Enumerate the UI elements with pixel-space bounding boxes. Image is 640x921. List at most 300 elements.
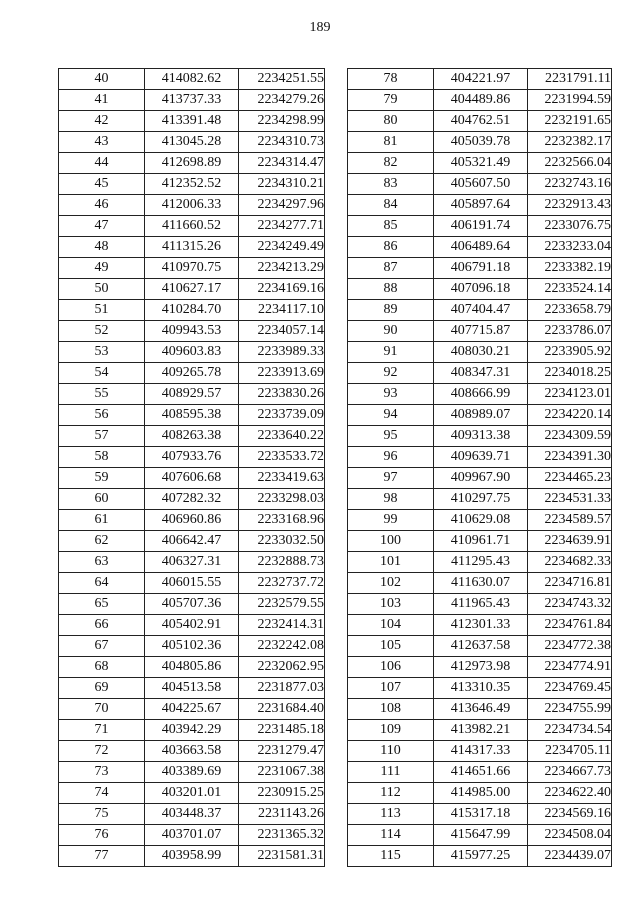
point-number-cell: 53 <box>59 342 145 363</box>
y-coordinate-cell: 2234667.73 <box>528 762 612 783</box>
table-row <box>348 321 612 342</box>
table-row <box>59 846 325 867</box>
y-coordinate-cell: 2232382.17 <box>528 132 612 153</box>
table-row <box>348 825 612 846</box>
table-row <box>59 699 325 720</box>
x-coordinate-cell: 403663.58 <box>145 741 239 762</box>
table-row <box>348 573 612 594</box>
table-row <box>59 342 325 363</box>
table-row <box>348 552 612 573</box>
x-coordinate-cell: 404805.86 <box>145 657 239 678</box>
x-coordinate-cell: 405607.50 <box>434 174 528 195</box>
x-coordinate-cell: 409603.83 <box>145 342 239 363</box>
point-number-cell: 60 <box>59 489 145 510</box>
point-number-cell: 47 <box>59 216 145 237</box>
point-number-cell: 66 <box>59 615 145 636</box>
table-row <box>348 342 612 363</box>
point-number-cell: 110 <box>348 741 434 762</box>
x-coordinate-cell: 415647.99 <box>434 825 528 846</box>
point-number-cell: 90 <box>348 321 434 342</box>
point-number-cell: 92 <box>348 363 434 384</box>
x-coordinate-cell: 410297.75 <box>434 489 528 510</box>
point-number-cell: 89 <box>348 300 434 321</box>
point-number-cell: 57 <box>59 426 145 447</box>
page-number: 189 <box>309 20 331 35</box>
point-number-cell: 73 <box>59 762 145 783</box>
y-coordinate-cell: 2234279.26 <box>239 90 325 111</box>
table-row <box>59 804 325 825</box>
x-coordinate-cell: 411630.07 <box>434 573 528 594</box>
y-coordinate-cell: 2232242.08 <box>239 636 325 657</box>
point-number-cell: 104 <box>348 615 434 636</box>
point-number-cell: 112 <box>348 783 434 804</box>
point-number-cell: 99 <box>348 510 434 531</box>
table-row <box>348 153 612 174</box>
x-coordinate-cell: 413391.48 <box>145 111 239 132</box>
coordinates-table-body <box>348 69 612 867</box>
x-coordinate-cell: 414651.66 <box>434 762 528 783</box>
table-row <box>348 846 612 867</box>
table-row <box>348 741 612 762</box>
point-number-cell: 67 <box>59 636 145 657</box>
point-number-cell: 64 <box>59 573 145 594</box>
table-row <box>348 447 612 468</box>
table-row <box>348 510 612 531</box>
y-coordinate-cell: 2234682.33 <box>528 552 612 573</box>
x-coordinate-cell: 412006.33 <box>145 195 239 216</box>
point-number-cell: 79 <box>348 90 434 111</box>
table-row <box>59 783 325 804</box>
x-coordinate-cell: 408666.99 <box>434 384 528 405</box>
table-row <box>348 90 612 111</box>
point-number-cell: 55 <box>59 384 145 405</box>
y-coordinate-cell: 2232888.73 <box>239 552 325 573</box>
x-coordinate-cell: 413982.21 <box>434 720 528 741</box>
x-coordinate-cell: 405321.49 <box>434 153 528 174</box>
y-coordinate-cell: 2234277.71 <box>239 216 325 237</box>
y-coordinate-cell: 2234508.04 <box>528 825 612 846</box>
table-row <box>348 594 612 615</box>
point-number-cell: 114 <box>348 825 434 846</box>
y-coordinate-cell: 2232913.43 <box>528 195 612 216</box>
point-number-cell: 63 <box>59 552 145 573</box>
point-number-cell: 96 <box>348 447 434 468</box>
x-coordinate-cell: 412698.89 <box>145 153 239 174</box>
table-row <box>59 468 325 489</box>
point-number-cell: 87 <box>348 258 434 279</box>
table-row <box>59 384 325 405</box>
y-coordinate-cell: 2231877.03 <box>239 678 325 699</box>
x-coordinate-cell: 408989.07 <box>434 405 528 426</box>
y-coordinate-cell: 2234755.99 <box>528 699 612 720</box>
y-coordinate-cell: 2231143.26 <box>239 804 325 825</box>
point-number-cell: 76 <box>59 825 145 846</box>
x-coordinate-cell: 406015.55 <box>145 573 239 594</box>
x-coordinate-cell: 412352.52 <box>145 174 239 195</box>
table-row <box>59 195 325 216</box>
point-number-cell: 80 <box>348 111 434 132</box>
point-number-cell: 94 <box>348 405 434 426</box>
y-coordinate-cell: 2233032.50 <box>239 531 325 552</box>
table-row <box>59 489 325 510</box>
table-row <box>348 720 612 741</box>
point-number-cell: 115 <box>348 846 434 867</box>
y-coordinate-cell: 2234314.47 <box>239 153 325 174</box>
x-coordinate-cell: 412301.33 <box>434 615 528 636</box>
point-number-cell: 91 <box>348 342 434 363</box>
table-row <box>348 657 612 678</box>
point-number-cell: 102 <box>348 573 434 594</box>
x-coordinate-cell: 403389.69 <box>145 762 239 783</box>
y-coordinate-cell: 2234774.91 <box>528 657 612 678</box>
table-row <box>59 678 325 699</box>
y-coordinate-cell: 2231684.40 <box>239 699 325 720</box>
x-coordinate-cell: 406489.64 <box>434 237 528 258</box>
y-coordinate-cell: 2232414.31 <box>239 615 325 636</box>
y-coordinate-cell: 2232743.16 <box>528 174 612 195</box>
y-coordinate-cell: 2233298.03 <box>239 489 325 510</box>
point-number-cell: 68 <box>59 657 145 678</box>
x-coordinate-cell: 405039.78 <box>434 132 528 153</box>
y-coordinate-cell: 2231485.18 <box>239 720 325 741</box>
x-coordinate-cell: 406642.47 <box>145 531 239 552</box>
y-coordinate-cell: 2234705.11 <box>528 741 612 762</box>
table-row <box>59 531 325 552</box>
y-coordinate-cell: 2234622.40 <box>528 783 612 804</box>
point-number-cell: 75 <box>59 804 145 825</box>
y-coordinate-cell: 2233640.22 <box>239 426 325 447</box>
y-coordinate-cell: 2232737.72 <box>239 573 325 594</box>
point-number-cell: 69 <box>59 678 145 699</box>
point-number-cell: 59 <box>59 468 145 489</box>
x-coordinate-cell: 408929.57 <box>145 384 239 405</box>
table-row <box>59 594 325 615</box>
point-number-cell: 101 <box>348 552 434 573</box>
point-number-cell: 108 <box>348 699 434 720</box>
point-number-cell: 105 <box>348 636 434 657</box>
x-coordinate-cell: 408263.38 <box>145 426 239 447</box>
x-coordinate-cell: 414082.62 <box>145 69 239 90</box>
y-coordinate-cell: 2233524.14 <box>528 279 612 300</box>
point-number-cell: 93 <box>348 384 434 405</box>
x-coordinate-cell: 411965.43 <box>434 594 528 615</box>
y-coordinate-cell: 2234465.23 <box>528 468 612 489</box>
point-number-cell: 78 <box>348 69 434 90</box>
point-number-cell: 58 <box>59 447 145 468</box>
x-coordinate-cell: 413045.28 <box>145 132 239 153</box>
table-row <box>59 111 325 132</box>
table-row <box>59 279 325 300</box>
x-coordinate-cell: 406191.74 <box>434 216 528 237</box>
x-coordinate-cell: 407096.18 <box>434 279 528 300</box>
x-coordinate-cell: 405897.64 <box>434 195 528 216</box>
x-coordinate-cell: 409265.78 <box>145 363 239 384</box>
x-coordinate-cell: 407404.47 <box>434 300 528 321</box>
table-row <box>348 678 612 699</box>
point-number-cell: 42 <box>59 111 145 132</box>
table-row <box>348 531 612 552</box>
point-number-cell: 45 <box>59 174 145 195</box>
y-coordinate-cell: 2233233.04 <box>528 237 612 258</box>
point-number-cell: 100 <box>348 531 434 552</box>
coordinates-table-left <box>58 68 325 867</box>
y-coordinate-cell: 2234639.91 <box>528 531 612 552</box>
table-row <box>59 69 325 90</box>
table-row <box>59 510 325 531</box>
x-coordinate-cell: 410284.70 <box>145 300 239 321</box>
table-row <box>59 741 325 762</box>
x-coordinate-cell: 409313.38 <box>434 426 528 447</box>
table-row <box>348 69 612 90</box>
table-row <box>348 636 612 657</box>
x-coordinate-cell: 408030.21 <box>434 342 528 363</box>
y-coordinate-cell: 2233419.63 <box>239 468 325 489</box>
x-coordinate-cell: 415317.18 <box>434 804 528 825</box>
table-row <box>348 300 612 321</box>
x-coordinate-cell: 407933.76 <box>145 447 239 468</box>
y-coordinate-cell: 2233905.92 <box>528 342 612 363</box>
table-row <box>59 405 325 426</box>
y-coordinate-cell: 2233913.69 <box>239 363 325 384</box>
x-coordinate-cell: 404221.97 <box>434 69 528 90</box>
table-row <box>348 258 612 279</box>
y-coordinate-cell: 2233739.09 <box>239 405 325 426</box>
point-number-cell: 98 <box>348 489 434 510</box>
y-coordinate-cell: 2232579.55 <box>239 594 325 615</box>
table-row <box>348 237 612 258</box>
point-number-cell: 50 <box>59 279 145 300</box>
table-row <box>348 489 612 510</box>
y-coordinate-cell: 2230915.25 <box>239 783 325 804</box>
x-coordinate-cell: 403701.07 <box>145 825 239 846</box>
point-number-cell: 77 <box>59 846 145 867</box>
y-coordinate-cell: 2231365.32 <box>239 825 325 846</box>
y-coordinate-cell: 2232191.65 <box>528 111 612 132</box>
y-coordinate-cell: 2232062.95 <box>239 657 325 678</box>
y-coordinate-cell: 2234220.14 <box>528 405 612 426</box>
table-row <box>59 321 325 342</box>
y-coordinate-cell: 2234298.99 <box>239 111 325 132</box>
x-coordinate-cell: 407606.68 <box>145 468 239 489</box>
x-coordinate-cell: 413737.33 <box>145 90 239 111</box>
y-coordinate-cell: 2234531.33 <box>528 489 612 510</box>
table-row <box>348 405 612 426</box>
table-row <box>348 615 612 636</box>
point-number-cell: 81 <box>348 132 434 153</box>
point-number-cell: 41 <box>59 90 145 111</box>
y-coordinate-cell: 2231791.11 <box>528 69 612 90</box>
x-coordinate-cell: 410970.75 <box>145 258 239 279</box>
table-row <box>348 174 612 195</box>
table-row <box>59 552 325 573</box>
x-coordinate-cell: 408347.31 <box>434 363 528 384</box>
point-number-cell: 44 <box>59 153 145 174</box>
point-number-cell: 103 <box>348 594 434 615</box>
coordinates-table-body <box>59 69 325 867</box>
point-number-cell: 51 <box>59 300 145 321</box>
x-coordinate-cell: 406791.18 <box>434 258 528 279</box>
table-row <box>59 720 325 741</box>
y-coordinate-cell: 2234169.16 <box>239 279 325 300</box>
point-number-cell: 95 <box>348 426 434 447</box>
y-coordinate-cell: 2233658.79 <box>528 300 612 321</box>
y-coordinate-cell: 2233533.72 <box>239 447 325 468</box>
table-row <box>59 426 325 447</box>
x-coordinate-cell: 405402.91 <box>145 615 239 636</box>
y-coordinate-cell: 2234310.73 <box>239 132 325 153</box>
y-coordinate-cell: 2231581.31 <box>239 846 325 867</box>
x-coordinate-cell: 413646.49 <box>434 699 528 720</box>
x-coordinate-cell: 407282.32 <box>145 489 239 510</box>
table-row <box>59 636 325 657</box>
y-coordinate-cell: 2234123.01 <box>528 384 612 405</box>
y-coordinate-cell: 2233786.07 <box>528 321 612 342</box>
x-coordinate-cell: 412973.98 <box>434 657 528 678</box>
table-row <box>348 132 612 153</box>
y-coordinate-cell: 2234057.14 <box>239 321 325 342</box>
point-number-cell: 71 <box>59 720 145 741</box>
point-number-cell: 40 <box>59 69 145 90</box>
point-number-cell: 54 <box>59 363 145 384</box>
point-number-cell: 52 <box>59 321 145 342</box>
x-coordinate-cell: 410961.71 <box>434 531 528 552</box>
point-number-cell: 62 <box>59 531 145 552</box>
y-coordinate-cell: 2234117.10 <box>239 300 325 321</box>
table-row <box>348 468 612 489</box>
y-coordinate-cell: 2233076.75 <box>528 216 612 237</box>
table-row <box>59 363 325 384</box>
x-coordinate-cell: 403958.99 <box>145 846 239 867</box>
point-number-cell: 82 <box>348 153 434 174</box>
table-row <box>59 573 325 594</box>
x-coordinate-cell: 406327.31 <box>145 552 239 573</box>
y-coordinate-cell: 2233989.33 <box>239 342 325 363</box>
x-coordinate-cell: 409943.53 <box>145 321 239 342</box>
point-number-cell: 61 <box>59 510 145 531</box>
y-coordinate-cell: 2234310.21 <box>239 174 325 195</box>
x-coordinate-cell: 403942.29 <box>145 720 239 741</box>
point-number-cell: 83 <box>348 174 434 195</box>
point-number-cell: 85 <box>348 216 434 237</box>
table-row <box>348 762 612 783</box>
x-coordinate-cell: 414317.33 <box>434 741 528 762</box>
x-coordinate-cell: 415977.25 <box>434 846 528 867</box>
table-row <box>59 762 325 783</box>
point-number-cell: 106 <box>348 657 434 678</box>
x-coordinate-cell: 403201.01 <box>145 783 239 804</box>
point-number-cell: 88 <box>348 279 434 300</box>
point-number-cell: 65 <box>59 594 145 615</box>
point-number-cell: 84 <box>348 195 434 216</box>
table-row <box>59 825 325 846</box>
x-coordinate-cell: 414985.00 <box>434 783 528 804</box>
x-coordinate-cell: 411315.26 <box>145 237 239 258</box>
x-coordinate-cell: 404225.67 <box>145 699 239 720</box>
point-number-cell: 109 <box>348 720 434 741</box>
y-coordinate-cell: 2233168.96 <box>239 510 325 531</box>
x-coordinate-cell: 404489.86 <box>434 90 528 111</box>
x-coordinate-cell: 403448.37 <box>145 804 239 825</box>
y-coordinate-cell: 2234589.57 <box>528 510 612 531</box>
point-number-cell: 107 <box>348 678 434 699</box>
table-row <box>348 699 612 720</box>
x-coordinate-cell: 404513.58 <box>145 678 239 699</box>
table-row <box>59 615 325 636</box>
point-number-cell: 72 <box>59 741 145 762</box>
y-coordinate-cell: 2231067.38 <box>239 762 325 783</box>
y-coordinate-cell: 2234569.16 <box>528 804 612 825</box>
y-coordinate-cell: 2234391.30 <box>528 447 612 468</box>
x-coordinate-cell: 413310.35 <box>434 678 528 699</box>
y-coordinate-cell: 2234743.32 <box>528 594 612 615</box>
y-coordinate-cell: 2232566.04 <box>528 153 612 174</box>
table-row <box>59 216 325 237</box>
table-row <box>59 300 325 321</box>
table-row <box>348 783 612 804</box>
table-row <box>59 153 325 174</box>
table-row <box>59 174 325 195</box>
x-coordinate-cell: 405707.36 <box>145 594 239 615</box>
point-number-cell: 48 <box>59 237 145 258</box>
table-row <box>348 363 612 384</box>
x-coordinate-cell: 410629.08 <box>434 510 528 531</box>
y-coordinate-cell: 2234761.84 <box>528 615 612 636</box>
table-row <box>59 657 325 678</box>
point-number-cell: 111 <box>348 762 434 783</box>
x-coordinate-cell: 411295.43 <box>434 552 528 573</box>
point-number-cell: 70 <box>59 699 145 720</box>
x-coordinate-cell: 412637.58 <box>434 636 528 657</box>
point-number-cell: 46 <box>59 195 145 216</box>
point-number-cell: 49 <box>59 258 145 279</box>
y-coordinate-cell: 2234439.07 <box>528 846 612 867</box>
y-coordinate-cell: 2231279.47 <box>239 741 325 762</box>
x-coordinate-cell: 409639.71 <box>434 447 528 468</box>
table-row <box>59 447 325 468</box>
table-row <box>348 804 612 825</box>
y-coordinate-cell: 2234297.96 <box>239 195 325 216</box>
x-coordinate-cell: 409967.90 <box>434 468 528 489</box>
point-number-cell: 97 <box>348 468 434 489</box>
table-row <box>59 258 325 279</box>
y-coordinate-cell: 2234734.54 <box>528 720 612 741</box>
table-row <box>348 216 612 237</box>
coordinates-table-right <box>347 68 612 867</box>
table-row <box>59 132 325 153</box>
y-coordinate-cell: 2234309.59 <box>528 426 612 447</box>
point-number-cell: 113 <box>348 804 434 825</box>
y-coordinate-cell: 2234018.25 <box>528 363 612 384</box>
y-coordinate-cell: 2234249.49 <box>239 237 325 258</box>
point-number-cell: 43 <box>59 132 145 153</box>
point-number-cell: 86 <box>348 237 434 258</box>
table-row <box>59 237 325 258</box>
y-coordinate-cell: 2234213.29 <box>239 258 325 279</box>
table-row <box>348 426 612 447</box>
y-coordinate-cell: 2231994.59 <box>528 90 612 111</box>
table-row <box>59 90 325 111</box>
table-row <box>348 384 612 405</box>
point-number-cell: 74 <box>59 783 145 804</box>
x-coordinate-cell: 405102.36 <box>145 636 239 657</box>
y-coordinate-cell: 2233830.26 <box>239 384 325 405</box>
x-coordinate-cell: 411660.52 <box>145 216 239 237</box>
x-coordinate-cell: 404762.51 <box>434 111 528 132</box>
table-row <box>348 279 612 300</box>
x-coordinate-cell: 406960.86 <box>145 510 239 531</box>
y-coordinate-cell: 2234251.55 <box>239 69 325 90</box>
y-coordinate-cell: 2234769.45 <box>528 678 612 699</box>
